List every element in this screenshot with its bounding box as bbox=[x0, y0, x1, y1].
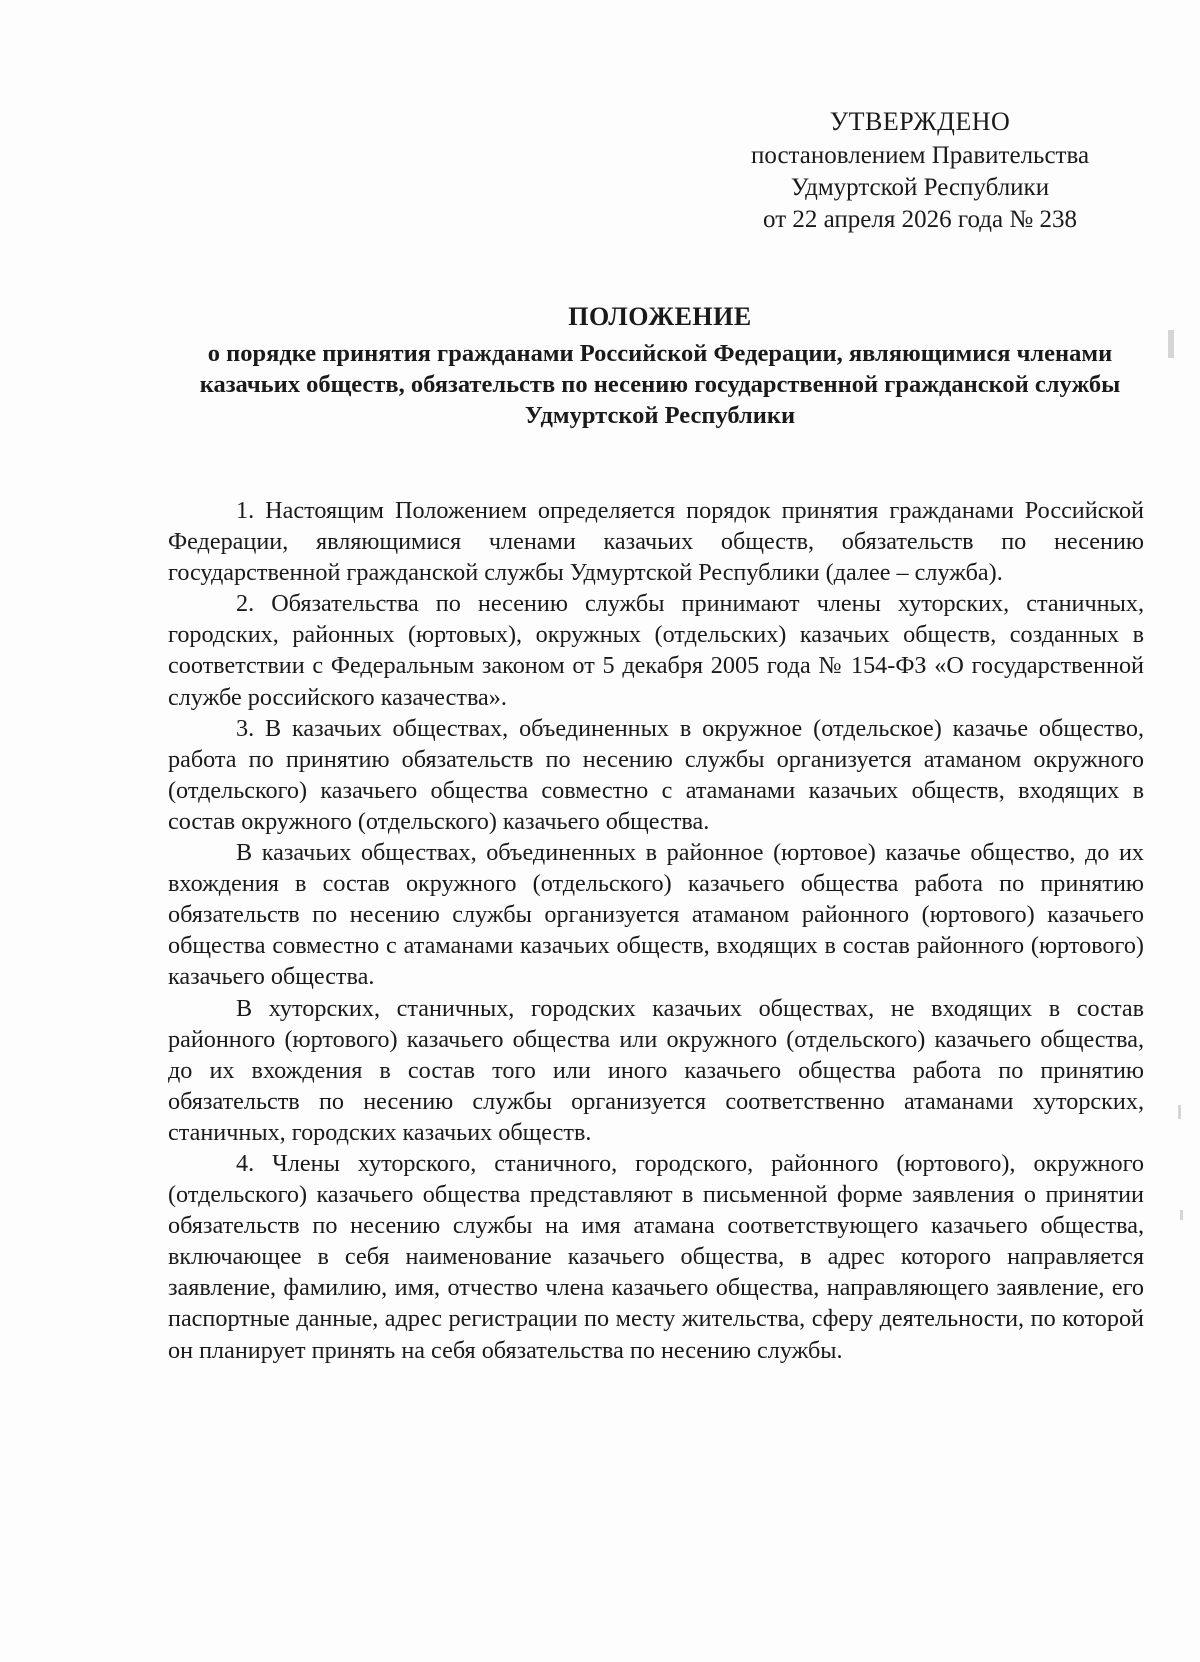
paragraph-1: 1. Настоящим Положением определяется порядок принятия гражданами Российской Федерации, являющимися членами казачьих обществ, обязательств по несению государственной гражданской службы Удмуртской Республики (далее – служба). bbox=[168, 497, 1144, 587]
paragraph-3-sub-1: В казачьих обществах, объединенных в районное (юртовое) казачье общество, до их вхождения в состав окружного (отдельского) казачьего общества работа по принятию обязательств по несению службы организуется атаманом районного (юртового) казачьего общества совместно с атаманами казачьих обществ, входящих в состав районного (юртового) казачьего общества. bbox=[168, 839, 1144, 991]
paragraph-3-sub-2: В хуторских, станичных, городских казачьих обществах, не входящих в состав районного (юртового) казачьего общества или окружного (отдельского) казачьего общества, до их вхождения в состав того или иного казачьего общества работа по принятию обязательств по несению службы организуется соответственно атаманами хуторских, станичных, городских казачьих обществ. bbox=[168, 994, 1144, 1146]
approval-line-3: от 22 апреля 2026 года № 238 bbox=[763, 206, 1077, 233]
approval-block bbox=[720, 106, 1120, 236]
document-heading bbox=[180, 300, 1140, 431]
paragraph-3: 3. В казачьих обществах, объединенных в окружное (отдельское) казачье общество, работа по принятию обязательств по несению службы организуется атаманом окружного (отдельского) казачьего общества совместно с атаманами казачьих обществ, входящих в состав окружного (отдельского) казачьего общества. bbox=[168, 714, 1144, 835]
document-body bbox=[168, 495, 1144, 1366]
scan-speck bbox=[1180, 1210, 1183, 1220]
paragraph-2: 2. Обязательства по несению службы принимают члены хуторских, станичных, городских, районных (юртовых), окружных (отдельских) казачьих обществ, созданных в соответствии с Федеральным законом от 5 декабря 2005 года № 154-ФЗ «О государственной службе российского казачества». bbox=[168, 590, 1144, 711]
approval-line-1: постановлением Правительства bbox=[750, 142, 1090, 169]
heading-subtitle: о порядке принятия гражданами Российской Федерации, являющимися членами казачьих обществ, обязательств по несению государственной гражданской службы Удмуртской Республики bbox=[199, 340, 1121, 429]
scan-speck bbox=[1178, 1105, 1181, 1119]
approval-line-2: Удмуртской Республики bbox=[790, 174, 1050, 201]
approval-title: УТВЕРЖДЕНО bbox=[829, 107, 1011, 136]
paragraph-4: 4. Члены хуторского, станичного, городского, районного (юртового), окружного (отдельского) казачьего общества представляют в письменной форме заявления о принятии обязательств по несению службы на имя атамана соответствующего казачьего общества, включающее в себя наименование казачьего общества, в адрес которого направляется заявление, фамилию, имя, отчество члена казачьего общества, направляющего заявление, его паспортные данные, адрес регистрации по месту жительства, сферу деятельности, по которой он планирует принять на себя обязательства по несению службы. bbox=[168, 1149, 1144, 1364]
scan-speck bbox=[1168, 330, 1174, 358]
heading-title: ПОЛОЖЕНИЕ bbox=[568, 302, 752, 331]
